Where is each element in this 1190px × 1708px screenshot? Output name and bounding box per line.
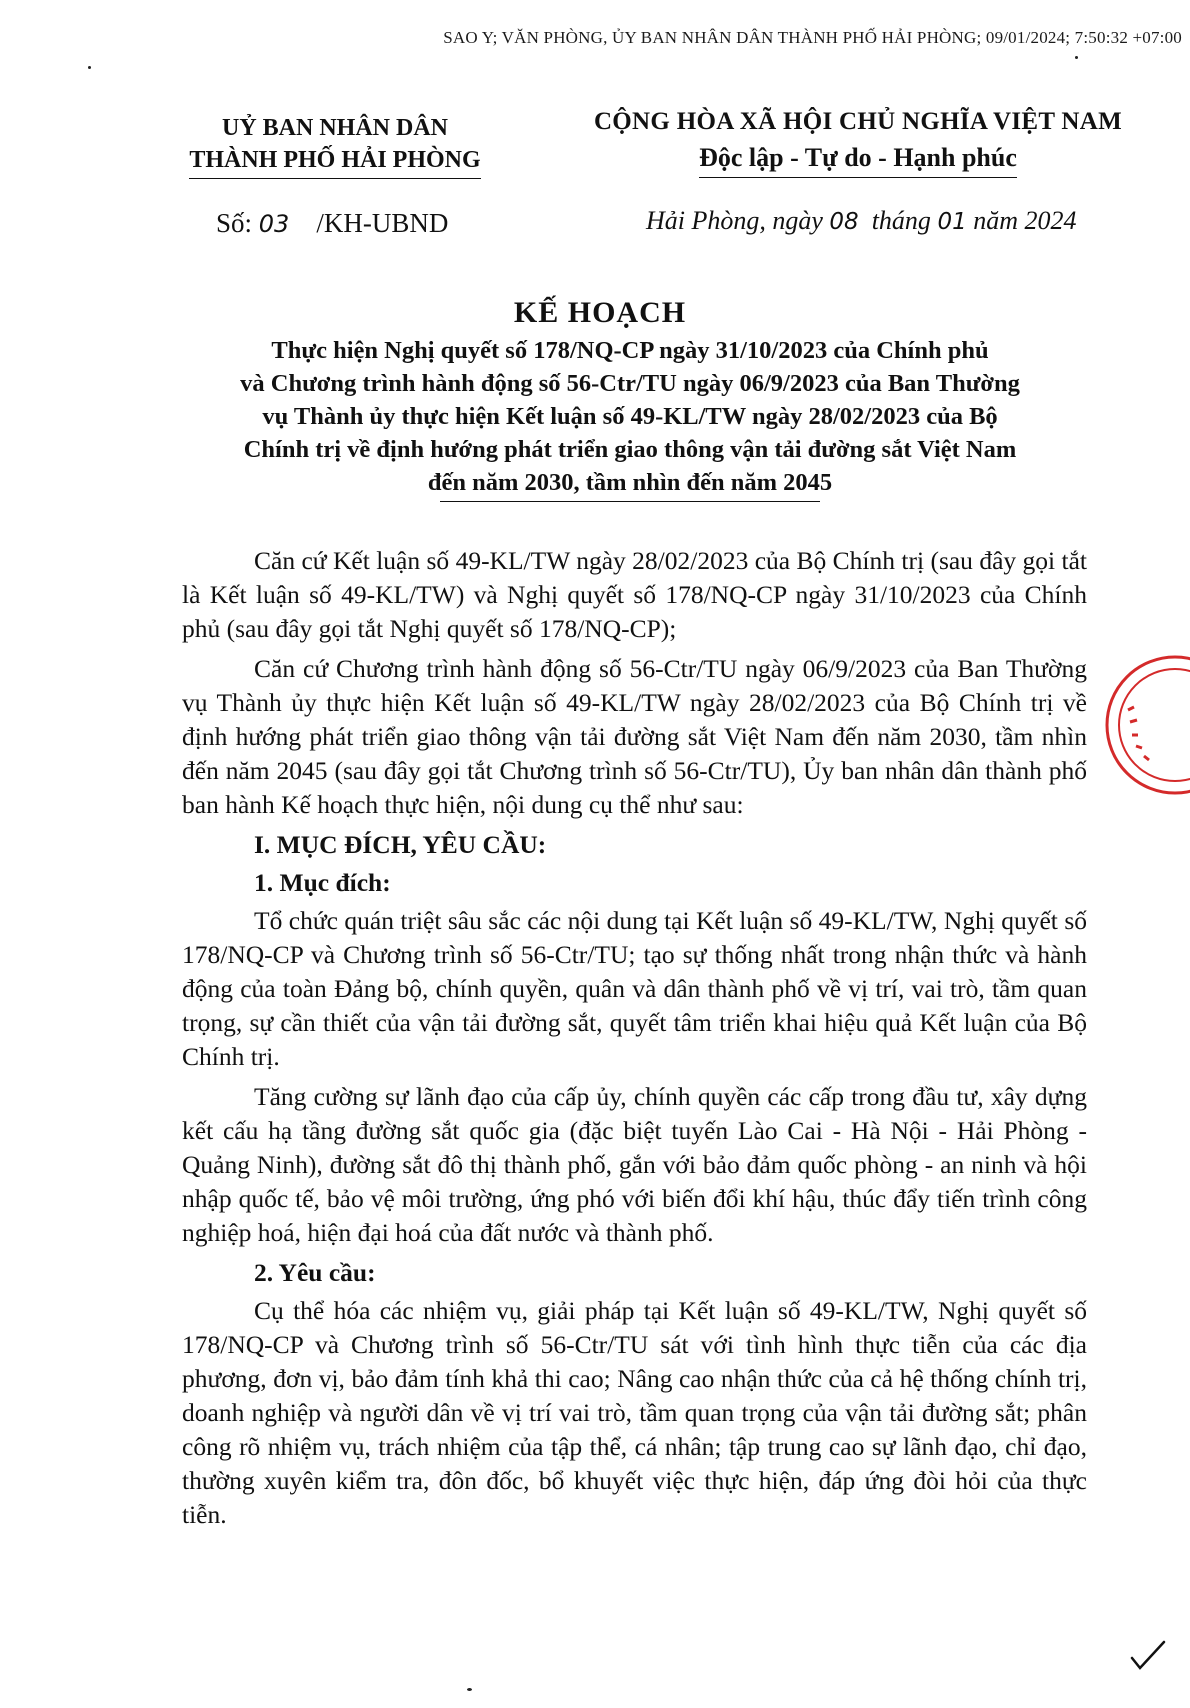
authority-line-2: THÀNH PHỐ HẢI PHÒNG	[189, 144, 480, 179]
subsection-heading: 1. Mục đích:	[254, 868, 391, 897]
subtitle-underline	[440, 501, 820, 502]
document-number	[216, 208, 448, 239]
date-year: năm 2024	[973, 206, 1077, 235]
section-heading: I. MỤC ĐÍCH, YÊU CẦU:	[254, 830, 547, 859]
subtitle-line: vụ Thành ủy thực hiện Kết luận số 49-KL/TW ngày 28/02/2023 của Bộ	[262, 403, 998, 430]
digital-copy-stamp: SAO Y; VĂN PHÒNG, ỦY BAN NHÂN DÂN THÀNH PHỐ HẢI PHÒNG; 09/01/2024; 7:50:32 +07:00	[443, 28, 1182, 47]
scan-speck	[88, 66, 91, 69]
body-paragraph: Căn cứ Chương trình hành động số 56-Ctr/TU ngày 06/9/2023 của Ban Thường vụ Thành ủy thực hiện Kết luận số 49-KL/TW ngày 28/02/2023 của Bộ Chính trị về định hướng phát triển giao thông vận tải đường sắt Việt Nam đến năm 2030, tầm nhìn đến năm 2045 (sau đây gọi tắt Chương trình số 56-Ctr/TU), Ủy ban nhân dân thành phố ban hành Kế hoạch thực hiện, nội dung cụ thể như sau:	[182, 654, 1087, 819]
subsection-heading: 2. Yêu cầu:	[254, 1258, 376, 1287]
motto-line-1: CỘNG HÒA XÃ HỘI CHỦ NGHĨA VIỆT NAM	[593, 108, 1123, 135]
date-place: Hải Phòng, ngày	[646, 206, 823, 235]
docno-prefix: Số:	[216, 208, 253, 238]
authority-line-1: UỶ BAN NHÂN DÂN	[222, 115, 448, 141]
docno-suffix: /KH-UBND	[316, 208, 449, 238]
body-paragraph: Cụ thể hóa các nhiệm vụ, giải pháp tại Kết luận số 49-KL/TW, Nghị quyết số 178/NQ-CP và Chương trình số 56-Ctr/TU sát với tình hình thực tiễn của các địa phương, đơn vị, bảo đảm tính khả thi cao; Nâng cao nhận thức của cả hệ thống chính trị, doanh nghiệp và người dân về vị trí vai trò, tầm quan trọng của vận tải đường sắt; phân công rõ nhiệm vụ, trách nhiệm của tập thể, cá nhân; tập trung cao sự lãnh đạo, chỉ đạo, thường xuyên kiểm tra, đôn đốc, bổ khuyết việc thực hiện, đáp ứng đòi hỏi của thực tiễn.	[182, 1296, 1087, 1529]
document-subtitle	[180, 334, 1080, 502]
date-day: 08	[829, 209, 859, 235]
subtitle-line: Chính trị về định hướng phát triển giao thông vận tải đường sắt Việt Nam	[243, 436, 1017, 463]
subtitle-line: Thực hiện Nghị quyết số 178/NQ-CP ngày 31/10/2023 của Chính phủ	[271, 337, 989, 364]
body-paragraph: Tăng cường sự lãnh đạo của cấp ủy, chính quyền các cấp trong đầu tư, xây dựng kết cấu hạ tầng đường sắt quốc gia (đặc biệt tuyến Lào Cai - Hà Nội - Hải Phòng - Quảng Ninh), đường sắt đô thị thành phố, gắn với bảo đảm quốc phòng - an ninh và hội nhập quốc tế, bảo vệ môi trường, ứng phó với biến đổi khí hậu, thúc đẩy tiến trình công nghiệp hoá, hiện đại hoá của đất nước và thành phố.	[182, 1082, 1087, 1247]
national-motto	[548, 104, 1168, 180]
document-body	[182, 544, 1087, 1538]
red-seal-icon	[1100, 650, 1190, 800]
document-date	[646, 206, 1077, 236]
subtitle-line: và Chương trình hành động số 56-Ctr/TU ngày 06/9/2023 của Ban Thường	[240, 370, 1020, 397]
body-paragraph: Căn cứ Kết luận số 49-KL/TW ngày 28/02/2023 của Bộ Chính trị (sau đây gọi tắt là Kết luận số 49-KL/TW) và Nghị quyết số 178/NQ-CP ngày 31/10/2023 của Chính phủ (sau đây gọi tắt Nghị quyết số 178/NQ-CP);	[182, 546, 1087, 643]
scan-speck	[1075, 56, 1078, 59]
scan-speck	[467, 1688, 472, 1691]
docno-number: 03	[258, 210, 290, 238]
check-mark-icon	[1128, 1636, 1168, 1676]
date-month-label: tháng	[871, 206, 931, 235]
body-paragraph: Tổ chức quán triệt sâu sắc các nội dung tại Kết luận số 49-KL/TW, Nghị quyết số 178/NQ-CP và Chương trình số 56-Ctr/TU; tạo sự thống nhất trong nhận thức và hành động của toàn Đảng bộ, chính quyền, quân và dân thành phố về vị trí, vai trò, tầm quan trọng, sự cần thiết của vận tải đường sắt, quyết tâm triển khai hiệu quả Kết luận của Bộ Chính trị.	[182, 906, 1087, 1071]
subtitle-line: đến năm 2030, tầm nhìn đến năm 2045	[427, 469, 833, 496]
motto-line-2: Độc lập - Tự do - Hạnh phúc	[699, 140, 1017, 178]
issuing-authority	[170, 112, 500, 179]
date-month: 01	[937, 209, 967, 235]
document-title: KẾ HOẠCH	[513, 296, 687, 329]
